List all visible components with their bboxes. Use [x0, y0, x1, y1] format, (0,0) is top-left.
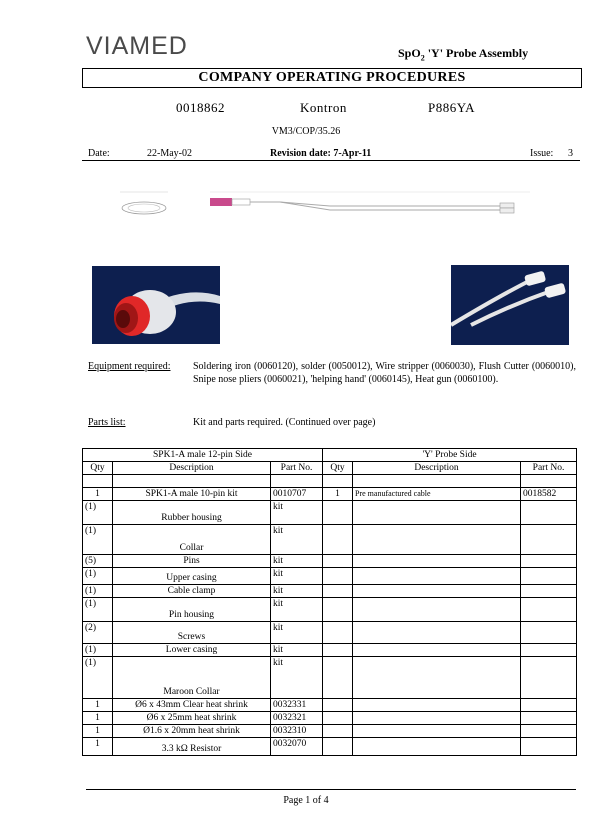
header-part-no: Part No.: [521, 462, 577, 475]
title-subscript: 2: [420, 53, 425, 63]
table-row: [83, 699, 577, 712]
procedures-banner: COMPANY OPERATING PROCEDURES: [82, 68, 582, 88]
part-no-cell: kit: [271, 525, 323, 555]
equipment-text: Soldering iron (0060120), solder (0050012), Wire stripper (0060030), Flush Cutter (0060010), Snipe nose pliers (0060021), 'helping hand' (0060145), Heat gun (0060100).: [193, 361, 576, 385]
right-side-title: 'Y' Probe Side: [323, 449, 577, 462]
description-cell: Ø6 x 25mm heat shrink: [113, 712, 271, 725]
table-row: [83, 585, 577, 598]
part-no-cell: 0032321: [271, 712, 323, 725]
description-cell: Lower casing: [113, 644, 271, 657]
part-no-cell: kit: [271, 568, 323, 585]
connector-photo: [92, 266, 220, 344]
table-row: [83, 501, 577, 525]
header-description: Description: [353, 462, 521, 475]
qty-cell: (1): [83, 598, 113, 622]
parts-list-label: Parts list:: [88, 417, 126, 428]
part-no-cell: 0018582: [521, 488, 577, 501]
connector-drawing: [210, 198, 232, 206]
table-row: [83, 622, 577, 644]
part-no-cell: kit: [271, 501, 323, 525]
title-prefix: SpO: [398, 46, 421, 60]
description-cell: Rubber housing: [113, 501, 271, 525]
date-label: Date:: [88, 148, 110, 159]
part-no-cell: 0032331: [271, 699, 323, 712]
table-row: [83, 525, 577, 555]
qty-cell: 1: [83, 488, 113, 501]
product-code: 0018862: [176, 100, 225, 115]
part-no-cell: 0032070: [271, 738, 323, 756]
table-title-row: [83, 449, 577, 462]
probe-photo: [451, 265, 569, 345]
part-no-cell: kit: [271, 598, 323, 622]
qty-cell: 1: [323, 488, 353, 501]
date-value: 22-May-02: [147, 148, 192, 159]
qty-cell: (5): [83, 555, 113, 568]
table-row: [83, 568, 577, 585]
header-qty: Qty: [83, 462, 113, 475]
qty-cell: 1: [83, 699, 113, 712]
model-number: P886YA: [428, 100, 476, 115]
header-qty: Qty: [323, 462, 353, 475]
parts-list-text: Kit and parts required. (Continued over page): [193, 417, 376, 428]
qty-cell: (1): [83, 644, 113, 657]
equipment-label: Equipment required:: [88, 361, 171, 372]
revision-date: Revision date: 7-Apr-11: [270, 148, 372, 159]
part-no-cell: kit: [271, 657, 323, 699]
part-no-cell: 0010707: [271, 488, 323, 501]
title-suffix: 'Y' Probe Assembly: [424, 46, 529, 60]
issue-label: Issue:: [530, 148, 554, 159]
part-no-cell: kit: [271, 622, 323, 644]
qty-cell: 1: [83, 712, 113, 725]
manufacturer: Kontron: [300, 100, 347, 115]
qty-cell: 1: [83, 725, 113, 738]
description-cell: SPK1-A male 10-pin kit: [113, 488, 271, 501]
cable-drawing: [110, 186, 550, 222]
table-header-row: [83, 462, 577, 475]
part-no-cell: kit: [271, 644, 323, 657]
description-cell: Screws: [113, 622, 271, 644]
table-row: [83, 725, 577, 738]
description-cell: Maroon Collar: [113, 657, 271, 699]
page-number: Page 1 of 4: [283, 795, 329, 806]
description-cell: Collar: [113, 525, 271, 555]
part-no-cell: 0032310: [271, 725, 323, 738]
table-row: [83, 657, 577, 699]
part-no-cell: kit: [271, 555, 323, 568]
table-row: [83, 738, 577, 756]
header-description: Description: [113, 462, 271, 475]
document-reference: VM3/COP/35.26: [271, 126, 341, 137]
description-cell: Pin housing: [113, 598, 271, 622]
qty-cell: (2): [83, 622, 113, 644]
cable-line-upper: [250, 202, 500, 206]
table-row: [83, 598, 577, 622]
description-cell: Upper casing: [113, 568, 271, 585]
footer-rule: [86, 789, 576, 790]
parts-table: [82, 448, 577, 756]
connector-face-drawing: [120, 192, 168, 214]
table-row: [83, 644, 577, 657]
qty-cell: (1): [83, 501, 113, 525]
table-row: [83, 555, 577, 568]
table-row: [83, 488, 577, 501]
qty-cell: (1): [83, 525, 113, 555]
description-cell: Pre manufactured cable: [353, 488, 521, 501]
left-side-title: SPK1-A male 12-pin Side: [83, 449, 323, 462]
description-cell: Ø6 x 43mm Clear heat shrink: [113, 699, 271, 712]
qty-cell: (1): [83, 568, 113, 585]
qty-cell: 1: [83, 738, 113, 756]
description-cell: Ø1.6 x 20mm heat shrink: [113, 725, 271, 738]
company-logo: VIAMED: [86, 32, 188, 60]
part-no-cell: kit: [271, 585, 323, 598]
table-row: [83, 712, 577, 725]
document-title: [398, 46, 528, 62]
header-rule: [82, 160, 580, 161]
description-cell: Cable clamp: [113, 585, 271, 598]
issue-value: 3: [568, 148, 573, 159]
description-cell: 3.3 kΩ Resistor: [113, 738, 271, 756]
qty-cell: (1): [83, 585, 113, 598]
qty-cell: (1): [83, 657, 113, 699]
header-part-no: Part No.: [271, 462, 323, 475]
spacer-row: [83, 475, 577, 488]
description-cell: Pins: [113, 555, 271, 568]
